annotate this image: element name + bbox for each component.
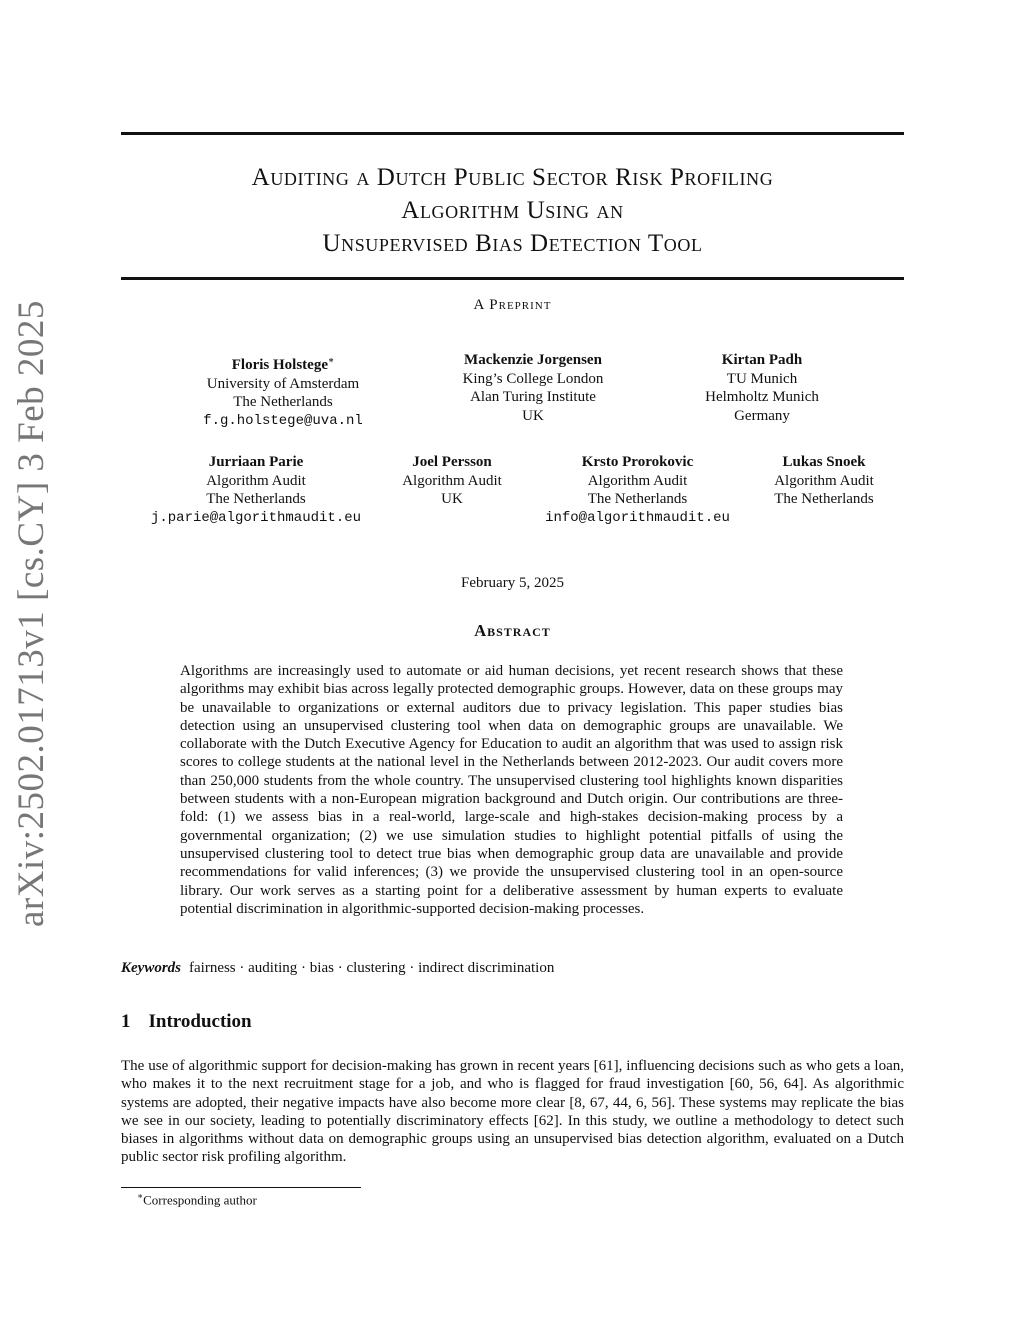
arxiv-identifier: arXiv:2502.01713v1 [cs.CY] 3 Feb 2025 — [11, 300, 52, 927]
preprint-label: A Preprint — [473, 297, 552, 313]
paper-title-line-3: Unsupervised Bias Detection Tool — [322, 230, 703, 257]
title-top-rule — [121, 132, 904, 135]
author-name: Krsto Prorokovic — [581, 454, 694, 470]
paper-title-line-2: Algorithm Using an — [401, 197, 624, 224]
author-prorokovic — [530, 453, 745, 527]
footnote-text: Corresponding author — [143, 1192, 257, 1208]
author-snoek — [759, 453, 889, 509]
author-country: UK — [441, 491, 463, 507]
author-country: The Netherlands — [774, 491, 874, 507]
author-name: Kirtan Padh — [721, 352, 803, 368]
keywords — [121, 960, 554, 977]
corresponding-mark: ∗ — [328, 355, 335, 365]
author-persson — [382, 453, 522, 509]
paper-title-line-1: Auditing a Dutch Public Sector Risk Profiling — [251, 164, 774, 191]
author-affiliation: TU Munich — [726, 370, 798, 387]
section-heading-introduction — [121, 1011, 252, 1033]
author-affiliation: University of Amsterdam — [206, 375, 360, 392]
author-email[interactable]: j.parie@algorithmaudit.eu — [150, 509, 362, 526]
author-holstege — [183, 351, 383, 430]
abstract-text: Algorithms are increasingly used to automate or aid human decisions, yet recent research shows that these algorithms may exhibit bias across legally protected demographic groups. However, data on these groups may be unavailable to organizations or external auditors due to privacy legislation. This paper studies bias detection using an unsupervised clustering tool when data on demographic groups are unavailable. We collaborate with the Dutch Executive Agency for Education to audit an algorithm that was used to assign risk scores to college students at the national level in the Netherlands between 2012-2023. Our audit covers more than 250,000 students from the whole country. The unsupervised clustering tool highlights known disparities between students with a non-European migration background and Dutch origin. Our contributions are three-fold: (1) we assess bias in a real-world, large-scale and high-stakes decision-making process by a governmental organization; (2) we use simulation studies to highlight potential pitfalls of using the unsupervised clustering tool to detect true bias when demographic group data are unavailable and provide recommendations for valid inferences; (3) we provide the unsupervised clustering tool in an open-source library. Our work serves as a starting point for a deliberative assessment by human experts to evaluate potential discrimination in algorithmic-supported decision-making processes. — [180, 663, 843, 917]
author-affiliation: Helmholtz Munich — [705, 389, 819, 405]
author-padh — [672, 351, 852, 425]
footnote-rule — [121, 1187, 361, 1188]
author-country: The Netherlands — [233, 394, 333, 410]
introduction-paragraph: The use of algorithmic support for decision-making has grown in recent years [61], influencing decisions such as who gets a loan, who makes it to the next recruitment stage for a job, and who is flagged for fraud investigation [60, 56, 64]. As algorithmic systems are adopted, their negative impacts have also become more clear [8, 67, 44, 6, 56]. These systems may replicate the bias we see in our society, leading to potentially discriminatory effects [62]. In this study, we outline a methodology to detect such biases in algorithms without data on demographic groups using an unsupervised bias detection algorithm, evaluated on a Dutch public sector risk profiling algorithm. — [121, 1058, 904, 1166]
section-number: 1 — [121, 1011, 131, 1032]
author-affiliation: Algorithm Audit — [402, 472, 502, 489]
author-email[interactable]: f.g.holstege@uva.nl — [203, 412, 363, 429]
author-name: Lukas Snoek — [782, 454, 866, 470]
author-email[interactable]: info@algorithmaudit.eu — [545, 509, 730, 526]
publication-date: February 5, 2025 — [461, 575, 564, 591]
author-name: Mackenzie Jorgensen — [464, 352, 602, 368]
author-jorgensen — [423, 351, 643, 425]
section-title: Introduction — [148, 1011, 252, 1032]
footnote-mark: ∗ — [137, 1191, 144, 1201]
footnote — [137, 1191, 257, 1208]
keywords-list: fairness · auditing · bias · clustering · indirect discrimination — [189, 960, 555, 976]
author-name: Joel Persson — [412, 454, 492, 470]
author-parie — [131, 453, 381, 527]
keywords-label: Keywords — [121, 960, 181, 976]
author-affiliation: Algorithm Audit — [206, 472, 306, 489]
author-country: The Netherlands — [206, 491, 306, 507]
author-name: Jurriaan Parie — [208, 454, 304, 470]
author-affiliation: Alan Turing Institute — [470, 389, 596, 405]
abstract-heading: Abstract — [474, 621, 551, 640]
author-country: Germany — [734, 407, 790, 424]
title-bottom-rule — [121, 277, 904, 280]
author-country: The Netherlands — [587, 491, 688, 507]
author-affiliation: King’s College London — [462, 370, 604, 387]
author-affiliation: Algorithm Audit — [774, 472, 874, 489]
author-country: UK — [522, 407, 544, 424]
author-affiliation: Algorithm Audit — [587, 472, 688, 489]
author-name: Floris Holstege — [231, 357, 328, 373]
